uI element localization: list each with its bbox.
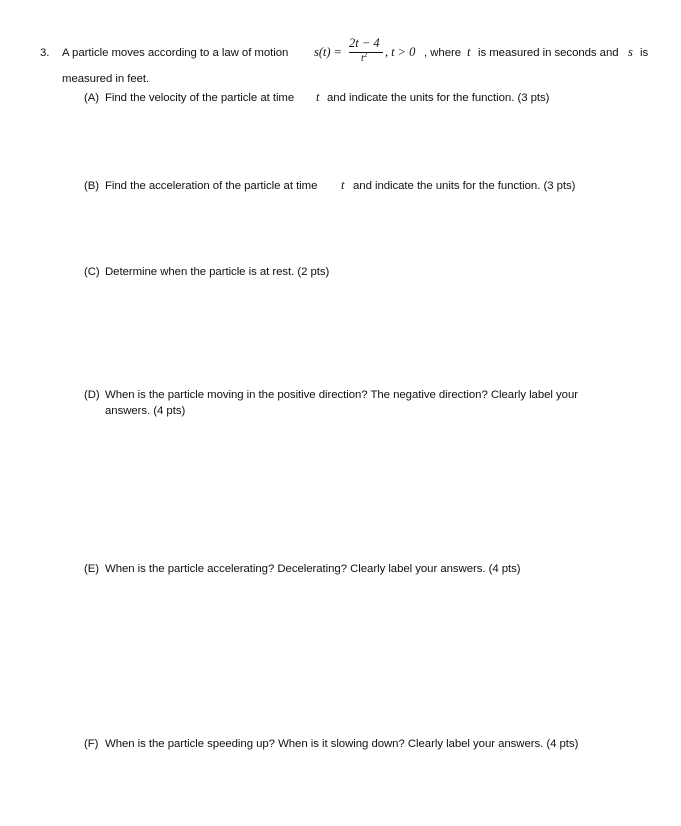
intro-measured-seconds: is measured in seconds and [478, 47, 619, 59]
part-a-text-end: and indicate the units for the function. (3 pts) [327, 92, 550, 104]
part-label: (B) [84, 180, 100, 192]
intro-line2: measured in feet. [62, 73, 150, 85]
formula-condition: , t > 0 [385, 45, 416, 59]
formula-lhs: s(t) = [314, 45, 342, 59]
part-label: (A) [84, 92, 100, 104]
part-label: (C) [84, 266, 100, 278]
part-a-text-start: Find the velocity of the particle at time [105, 92, 295, 104]
part-d-text-line1: When is the particle moving in the positive direction? The negative direction? Clearly label your [105, 389, 578, 401]
problem-intro: A particle moves according to a law of motion [62, 47, 289, 59]
part-b-var: t [341, 178, 345, 192]
part-a-var: t [316, 90, 320, 104]
intro-is: is [640, 47, 649, 59]
part-b-text-start: Find the acceleration of the particle at time [105, 180, 318, 192]
part-label: (D) [84, 389, 100, 401]
formula-fraction [349, 36, 385, 68]
part-label: (E) [84, 563, 100, 575]
formula-denominator: $t^2$ [361, 51, 368, 64]
formula-numerator: 2t − 4 [349, 36, 380, 50]
part-c-text: Determine when the particle is at rest. (2 pts) [105, 266, 330, 278]
var-t: t [467, 45, 471, 59]
part-e-text: When is the particle accelerating? Decelerating? Clearly label your answers. (4 pts) [105, 563, 521, 575]
part-d-text-line2: answers. (4 pts) [105, 405, 186, 417]
intro-where: , where [424, 47, 462, 59]
part-b-text-end: and indicate the units for the function. (3 pts) [353, 180, 576, 192]
part-f-text: When is the particle speeding up? When is it slowing down? Clearly label your answers. (4 pts) [105, 738, 579, 750]
var-s: s [628, 45, 633, 59]
part-label: (F) [84, 738, 99, 750]
problem-number: 3. [40, 47, 50, 59]
